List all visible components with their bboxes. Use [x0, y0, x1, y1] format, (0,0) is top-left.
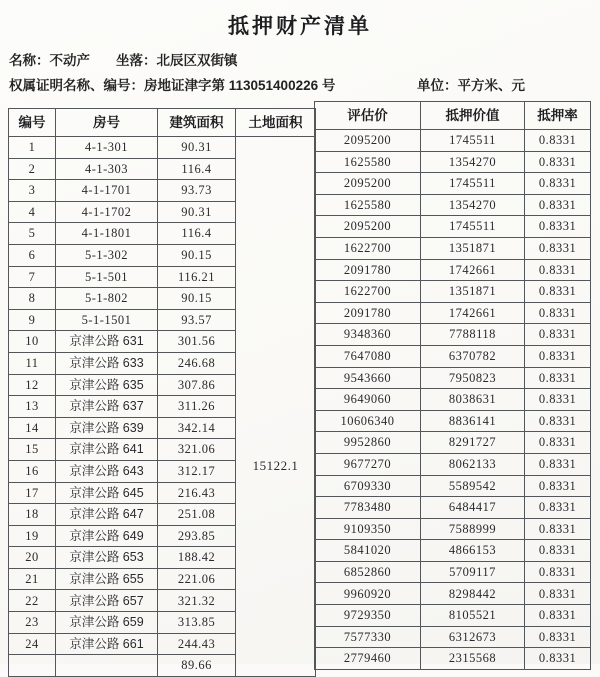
cell-house: 京津公路 647 — [56, 504, 158, 526]
cell-rate: 0.8331 — [525, 497, 591, 519]
cell-mortgage-value: 1742661 — [421, 259, 525, 281]
cell-mortgage-value: 1354270 — [421, 194, 525, 216]
cell-appraisal: 10606340 — [315, 410, 421, 432]
cell-area: 321.32 — [158, 590, 236, 612]
cell-mortgage-value: 6370782 — [421, 345, 525, 367]
name-label: 名称： — [9, 53, 50, 68]
cell-appraisal: 7783480 — [315, 497, 421, 519]
cell-mortgage-value: 8105521 — [421, 605, 525, 627]
cell-mortgage-value: 4866153 — [421, 540, 525, 562]
header-no: 编号 — [9, 109, 56, 137]
cell-rate: 0.8331 — [525, 345, 591, 367]
cell-house: 京津公路 655 — [56, 568, 158, 590]
cell-rate: 0.8331 — [525, 194, 591, 216]
cell-rate: 0.8331 — [525, 130, 591, 152]
cell-rate: 0.8331 — [525, 410, 591, 432]
meta-line-cert-unit — [9, 74, 591, 94]
cell-house: 京津公路 657 — [56, 590, 158, 612]
cell-mortgage-value: 2315568 — [421, 648, 525, 670]
cell-area: 89.66 — [158, 655, 236, 677]
cell-house: 京津公路 659 — [56, 612, 158, 634]
cell-appraisal: 9649060 — [315, 389, 421, 411]
cell-mortgage-value: 6312673 — [421, 626, 525, 648]
cell-area: 90.15 — [158, 288, 236, 310]
cell-no: 5 — [9, 223, 56, 245]
cell-mortgage-value: 1351871 — [421, 237, 525, 259]
cell-rate: 0.8331 — [525, 648, 591, 670]
cell-area: 221.06 — [158, 568, 236, 590]
unit-label: 单位： — [417, 78, 458, 93]
cell-mortgage-value: 8836141 — [421, 410, 525, 432]
header-row — [9, 109, 316, 137]
cell-no — [9, 655, 56, 677]
unit-value: 平方米、元 — [457, 78, 525, 93]
table-row — [315, 194, 591, 216]
cell-mortgage-value: 7588999 — [421, 518, 525, 540]
cell-area: 116.4 — [158, 158, 236, 180]
cell-mortgage-value: 8038631 — [421, 389, 525, 411]
cell-mortgage-value: 1351871 — [421, 281, 525, 303]
cell-house: 京津公路 653 — [56, 547, 158, 569]
cell-house — [56, 655, 158, 677]
cell-appraisal: 2091780 — [315, 259, 421, 281]
cell-no: 8 — [9, 288, 56, 310]
cell-mortgage-value: 7788118 — [421, 324, 525, 346]
cell-appraisal: 1625580 — [315, 151, 421, 173]
table-row — [315, 475, 591, 497]
header-house: 房号 — [56, 109, 158, 137]
cell-rate: 0.8331 — [525, 475, 591, 497]
cell-rate: 0.8331 — [525, 173, 591, 195]
table-row — [315, 173, 591, 195]
cell-appraisal: 9952860 — [315, 432, 421, 454]
cell-area: 301.56 — [158, 331, 236, 353]
cell-appraisal: 6709330 — [315, 475, 421, 497]
cell-house: 京津公路 641 — [56, 439, 158, 461]
cell-area: 116.4 — [158, 223, 236, 245]
cell-appraisal: 9348360 — [315, 324, 421, 346]
cell-appraisal: 1625580 — [315, 194, 421, 216]
cell-appraisal: 1622700 — [315, 237, 421, 259]
cell-house: 4-1-1702 — [56, 201, 158, 223]
cell-no: 21 — [9, 568, 56, 590]
cell-area: 251.08 — [158, 504, 236, 526]
header-mortgage-value: 抵押价值 — [421, 102, 525, 130]
cell-rate: 0.8331 — [525, 626, 591, 648]
table-row — [315, 324, 591, 346]
cell-mortgage-value: 1745511 — [421, 173, 525, 195]
cell-rate: 0.8331 — [525, 324, 591, 346]
cell-no: 18 — [9, 504, 56, 526]
cell-area: 90.31 — [158, 201, 236, 223]
cell-no: 15 — [9, 439, 56, 461]
cell-appraisal: 5841020 — [315, 540, 421, 562]
table-row — [315, 540, 591, 562]
cell-rate: 0.8331 — [525, 281, 591, 303]
unit-info — [417, 74, 525, 94]
cell-no: 6 — [9, 244, 56, 266]
cell-rate: 0.8331 — [525, 302, 591, 324]
cell-no: 14 — [9, 417, 56, 439]
cell-no: 1 — [9, 137, 56, 159]
table-row — [315, 216, 591, 238]
cell-area: 307.86 — [158, 374, 236, 396]
cell-no: 23 — [9, 612, 56, 634]
cell-mortgage-value: 5589542 — [421, 475, 525, 497]
cell-area: 321.06 — [158, 439, 236, 461]
cell-area: 246.68 — [158, 352, 236, 374]
cell-rate: 0.8331 — [525, 583, 591, 605]
cell-area: 93.73 — [158, 180, 236, 202]
table-row — [315, 410, 591, 432]
cell-appraisal: 9109350 — [315, 518, 421, 540]
cell-house: 4-1-1801 — [56, 223, 158, 245]
cell-no: 12 — [9, 374, 56, 396]
cell-rate: 0.8331 — [525, 151, 591, 173]
cell-no: 17 — [9, 482, 56, 504]
cell-mortgage-value: 1742661 — [421, 302, 525, 324]
cell-no: 16 — [9, 460, 56, 482]
cell-mortgage-value: 6484417 — [421, 497, 525, 519]
table-row — [315, 130, 591, 152]
cell-house: 京津公路 661 — [56, 633, 158, 655]
location-label: 坐落： — [116, 53, 157, 68]
cell-house: 京津公路 633 — [56, 352, 158, 374]
cell-appraisal: 2779460 — [315, 648, 421, 670]
property-table-right — [314, 101, 591, 670]
cell-area: 93.57 — [158, 309, 236, 331]
cell-rate: 0.8331 — [525, 518, 591, 540]
cell-appraisal: 7577330 — [315, 626, 421, 648]
cell-mortgage-value: 8291727 — [421, 432, 525, 454]
cell-house: 5-1-501 — [56, 266, 158, 288]
table-row — [315, 626, 591, 648]
cell-appraisal: 7647080 — [315, 345, 421, 367]
property-table-left — [8, 108, 316, 677]
cell-area: 313.85 — [158, 612, 236, 634]
cell-rate: 0.8331 — [525, 389, 591, 411]
cert-label: 权属证明名称、编号： — [9, 78, 144, 93]
cell-rate: 0.8331 — [525, 216, 591, 238]
cell-area: 342.14 — [158, 417, 236, 439]
header-building-area: 建筑面积 — [158, 109, 236, 137]
cell-area: 188.42 — [158, 547, 236, 569]
table-row — [315, 302, 591, 324]
table-row — [315, 259, 591, 281]
cell-appraisal: 1622700 — [315, 281, 421, 303]
cell-appraisal: 9543660 — [315, 367, 421, 389]
cell-house: 5-1-1501 — [56, 309, 158, 331]
table-row — [315, 605, 591, 627]
cell-rate: 0.8331 — [525, 432, 591, 454]
cell-rate: 0.8331 — [525, 561, 591, 583]
page-title: 抵押财产清单 — [228, 15, 372, 38]
cell-appraisal: 2095200 — [315, 130, 421, 152]
cell-mortgage-value: 1745511 — [421, 130, 525, 152]
cell-no: 10 — [9, 331, 56, 353]
cert-value: 房地证津字第 113051400226 号 — [144, 78, 336, 93]
cell-no: 11 — [9, 352, 56, 374]
cell-house: 4-1-301 — [56, 137, 158, 159]
cell-appraisal: 9677270 — [315, 453, 421, 475]
cell-house: 京津公路 643 — [56, 460, 158, 482]
cell-appraisal: 2091780 — [315, 302, 421, 324]
cell-appraisal: 6852860 — [315, 561, 421, 583]
header-rate: 抵押率 — [525, 102, 591, 130]
cell-rate: 0.8331 — [525, 605, 591, 627]
name-value: 不动产 — [49, 53, 90, 68]
cell-mortgage-value: 7950823 — [421, 367, 525, 389]
table-row — [315, 367, 591, 389]
cell-house: 京津公路 649 — [56, 525, 158, 547]
cell-house: 京津公路 635 — [56, 374, 158, 396]
cell-no: 3 — [9, 180, 56, 202]
cell-appraisal: 9729350 — [315, 605, 421, 627]
cell-house: 京津公路 639 — [56, 417, 158, 439]
cell-mortgage-value: 1354270 — [421, 151, 525, 173]
land-area-cell: 15122.1 — [236, 137, 316, 677]
cell-mortgage-value: 5709117 — [421, 561, 525, 583]
cell-house: 5-1-302 — [56, 244, 158, 266]
cell-house: 4-1-303 — [56, 158, 158, 180]
cell-rate: 0.8331 — [525, 367, 591, 389]
table-row — [315, 453, 591, 475]
cell-no: 24 — [9, 633, 56, 655]
cell-rate: 0.8331 — [525, 453, 591, 475]
table-row — [315, 389, 591, 411]
cell-area: 293.85 — [158, 525, 236, 547]
cell-no: 9 — [9, 309, 56, 331]
table-row — [315, 561, 591, 583]
table-row — [315, 497, 591, 519]
cell-mortgage-value: 1745511 — [421, 216, 525, 238]
cell-rate: 0.8331 — [525, 540, 591, 562]
cell-mortgage-value: 8062133 — [421, 453, 525, 475]
cell-area: 244.43 — [158, 633, 236, 655]
table-row — [9, 137, 316, 159]
cell-appraisal: 2095200 — [315, 216, 421, 238]
cell-area: 312.17 — [158, 460, 236, 482]
table-row — [315, 151, 591, 173]
cell-no: 13 — [9, 396, 56, 418]
table-row — [315, 432, 591, 454]
cell-rate: 0.8331 — [525, 259, 591, 281]
cell-area: 311.26 — [158, 396, 236, 418]
table-row — [315, 281, 591, 303]
cell-no: 7 — [9, 266, 56, 288]
meta-line-name-location — [9, 49, 238, 69]
cell-area: 90.15 — [158, 244, 236, 266]
cell-house: 5-1-802 — [56, 288, 158, 310]
table-row — [315, 583, 591, 605]
cell-area: 90.31 — [158, 137, 236, 159]
cell-rate: 0.8331 — [525, 237, 591, 259]
cell-no: 20 — [9, 547, 56, 569]
cell-mortgage-value: 8298442 — [421, 583, 525, 605]
cell-no: 22 — [9, 590, 56, 612]
cell-area: 216.43 — [158, 482, 236, 504]
cell-no: 19 — [9, 525, 56, 547]
header-land-area: 土地面积 — [236, 109, 316, 137]
cell-house: 4-1-1701 — [56, 180, 158, 202]
cell-house: 京津公路 645 — [56, 482, 158, 504]
cell-appraisal: 9960920 — [315, 583, 421, 605]
header-row — [315, 102, 591, 130]
table-row — [315, 237, 591, 259]
table-row — [315, 345, 591, 367]
location-value: 北辰区双街镇 — [156, 53, 238, 68]
table-row — [315, 648, 591, 670]
cell-no: 2 — [9, 158, 56, 180]
cell-appraisal: 2095200 — [315, 173, 421, 195]
cell-house: 京津公路 637 — [56, 396, 158, 418]
cell-house: 京津公路 631 — [56, 331, 158, 353]
cell-no: 4 — [9, 201, 56, 223]
cell-area: 116.21 — [158, 266, 236, 288]
header-appraisal: 评估价 — [315, 102, 421, 130]
table-row — [315, 518, 591, 540]
